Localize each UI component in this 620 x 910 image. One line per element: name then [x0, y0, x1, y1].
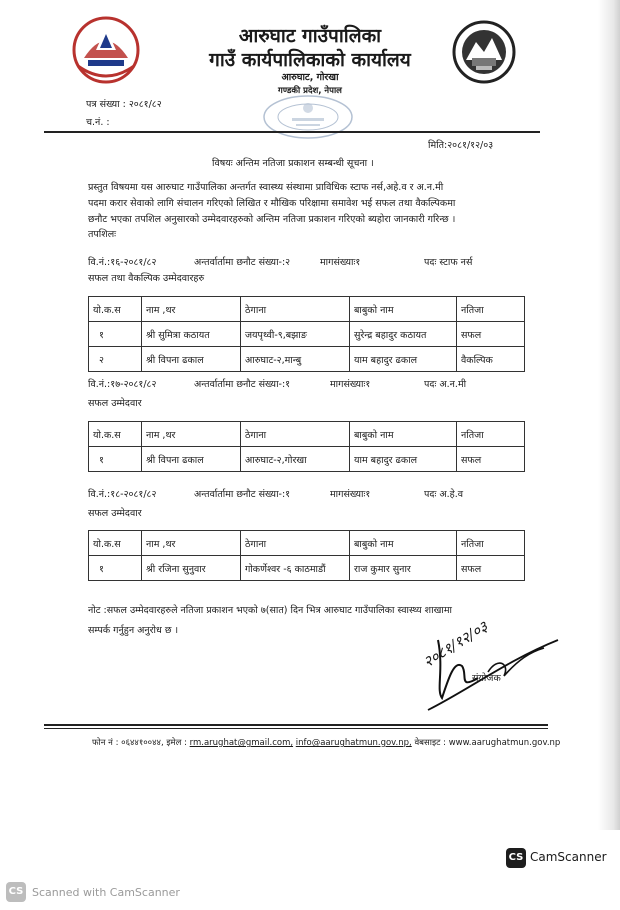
camscanner-watermark-icon: CS — [6, 882, 26, 902]
name-cell: श्री रजिना सुनुवार — [142, 556, 241, 581]
table-row — [89, 447, 525, 472]
table-row — [89, 322, 525, 347]
footer-divider — [44, 728, 548, 729]
selected-count: अन्तर्वार्तामा छनौट संख्या-:१ — [194, 379, 291, 390]
name-cell: श्री विपना ढकाल — [142, 347, 241, 372]
post-name: पदः अ.हे.व — [424, 489, 464, 500]
name-cell: श्री सुमित्रा कठायत — [142, 322, 241, 347]
footer-email-link[interactable]: info@aarughatmun.gov.np, — [295, 738, 412, 748]
serial-cell: १ — [89, 447, 142, 472]
column-header: नतिजा — [457, 297, 525, 322]
column-header: बाबुको नाम — [350, 531, 457, 556]
column-header: यो.क.स — [89, 297, 142, 322]
father-cell: याम बहादुर ढकाल — [350, 447, 457, 472]
advertisement-number: वि.नं.:१८-२०८१/८२ — [88, 489, 157, 500]
column-header: नाम ,थर — [142, 297, 241, 322]
office-seal-stamp — [262, 94, 354, 140]
footer-email-link[interactable]: rm.arughat@gmail.com, — [189, 738, 294, 748]
serial-cell: २ — [89, 347, 142, 372]
tapsil-label: तपशिलः — [88, 229, 117, 240]
column-header: ठेगाना — [241, 531, 350, 556]
demand-count: मागसंख्याः१ — [330, 489, 371, 500]
address-line2: गण्डकी प्रदेश, नेपाल — [278, 86, 342, 96]
dispatch-number: च.नं. : — [86, 117, 110, 128]
letter-number: पत्र संख्या : २०८१/८२ — [86, 99, 162, 110]
body-line: पदमा करार सेवाको लागि संचालन गरिएको लिखित र मौखिक परिक्षामा समावेश भई सफल तथा वैकल्पिकमा — [88, 198, 456, 209]
result-cell: सफल — [457, 556, 525, 581]
note-line: नोट :सफल उम्मेदवारहरुले नतिजा प्रकाशन भएको ७(सात) दिन भित्र आरुघाट गाउँपालिका स्वास्थ्य शाखामा — [88, 605, 452, 616]
address-cell: गोकर्णेश्वर -६ काठमाडौं — [241, 556, 350, 581]
table-header-row — [89, 297, 525, 322]
table-header-row — [89, 422, 525, 447]
footer-website: वेबसाइट : www.aarughatmun.gov.np — [414, 738, 561, 748]
demand-count: मागसंख्याः१ — [330, 379, 371, 390]
column-header: बाबुको नाम — [350, 297, 457, 322]
camscanner-logo-icon: CS — [506, 848, 526, 868]
address-cell: आरुघाट-२,मान्बु — [241, 347, 350, 372]
column-header: नतिजा — [457, 531, 525, 556]
group-title: सफल तथा वैकल्पिक उम्मेदवारहरु — [88, 273, 205, 284]
serial-cell: १ — [89, 322, 142, 347]
handwritten-signature — [418, 620, 568, 720]
table-row — [89, 347, 525, 372]
body-paragraph — [88, 180, 548, 242]
column-header: नाम ,थर — [142, 531, 241, 556]
address-line1: आरुघाट, गोरखा — [281, 72, 339, 83]
selected-count: अन्तर्वार्तामा छनौट संख्या-:१ — [194, 489, 291, 500]
results-table — [88, 421, 525, 472]
demand-count: मागसंख्याः१ — [320, 257, 361, 268]
column-header: ठेगाना — [241, 297, 350, 322]
column-header: नतिजा — [457, 422, 525, 447]
camscanner-brand: CamScanner — [530, 850, 607, 864]
result-cell: सफल — [457, 447, 525, 472]
letter-date: मिति:२०८१/१२/०३ — [428, 140, 494, 151]
body-line: छनौट भएका तपशिल अनुसारको उम्मेदवारहरुको अन्तिम नतिजा प्रकाशन गरिएको ब्यहोरा जानकारी गरिन्छ । — [88, 214, 456, 225]
footer-contact — [92, 737, 560, 748]
table-header-row — [89, 531, 525, 556]
subject-line: विषयः अन्तिम नतिजा प्रकाशन सम्बन्धी सूचना । — [212, 158, 374, 169]
table-row — [89, 556, 525, 581]
group-title: सफल उम्मेदवार — [88, 398, 142, 409]
serial-cell: १ — [89, 556, 142, 581]
post-name: पदः स्टाफ नर्स — [424, 257, 473, 268]
advertisement-number: वि.नं.:१६-२०८१/८२ — [88, 257, 157, 268]
page-edge-shadow — [598, 0, 620, 830]
father-cell: सुरेन्द्र बहादुर कठायत — [350, 322, 457, 347]
column-header: यो.क.स — [89, 531, 142, 556]
footer-divider — [44, 724, 548, 726]
column-header: बाबुको नाम — [350, 422, 457, 447]
selected-count: अन्तर्वार्तामा छनौट संख्या-:२ — [194, 257, 291, 268]
footer-phone: फोन नं : ०६४४१००४४, इमेल : — [92, 738, 187, 748]
header-divider — [44, 131, 540, 133]
results-table — [88, 530, 525, 581]
father-cell: राज कुमार सुनार — [350, 556, 457, 581]
result-cell: सफल — [457, 322, 525, 347]
results-table — [88, 296, 525, 372]
column-header: नाम ,थर — [142, 422, 241, 447]
camscanner-watermark: Scanned with CamScanner — [32, 886, 180, 899]
office-name: गाउँ कार्यपालिकाको कार्यालय — [209, 49, 411, 71]
post-name: पदः अ.न.मी — [424, 379, 467, 390]
advertisement-number: वि.नं.:१७-२०८१/८२ — [88, 379, 157, 390]
body-line: प्रस्तुत विषयमा यस आरुघाट गाउँपालिका अन्तर्गत स्वास्थ्य संस्थामा प्राविधिक स्टाफ नर्स,अहे.व र अ.न.मी — [88, 182, 444, 193]
address-cell: जयपृथ्वी-९,बझाङ — [241, 322, 350, 347]
signatory-label: संयोजक — [472, 673, 501, 684]
column-header: ठेगाना — [241, 422, 350, 447]
column-header: यो.क.स — [89, 422, 142, 447]
handwritten-date: २०८१/१२/०३ — [419, 617, 491, 672]
father-cell: याम बहादुर ढकाल — [350, 347, 457, 372]
result-cell: वैकल्पिक — [457, 347, 525, 372]
group-title: सफल उम्मेदवार — [88, 508, 142, 519]
note-line: सम्पर्क गर्नुहुन अनुरोध छ । — [88, 625, 179, 636]
address-cell: आरुघाट-२,गोरखा — [241, 447, 350, 472]
org-name: आरुघाट गाउँपालिका — [238, 25, 382, 47]
name-cell: श्री विपना ढकाल — [142, 447, 241, 472]
